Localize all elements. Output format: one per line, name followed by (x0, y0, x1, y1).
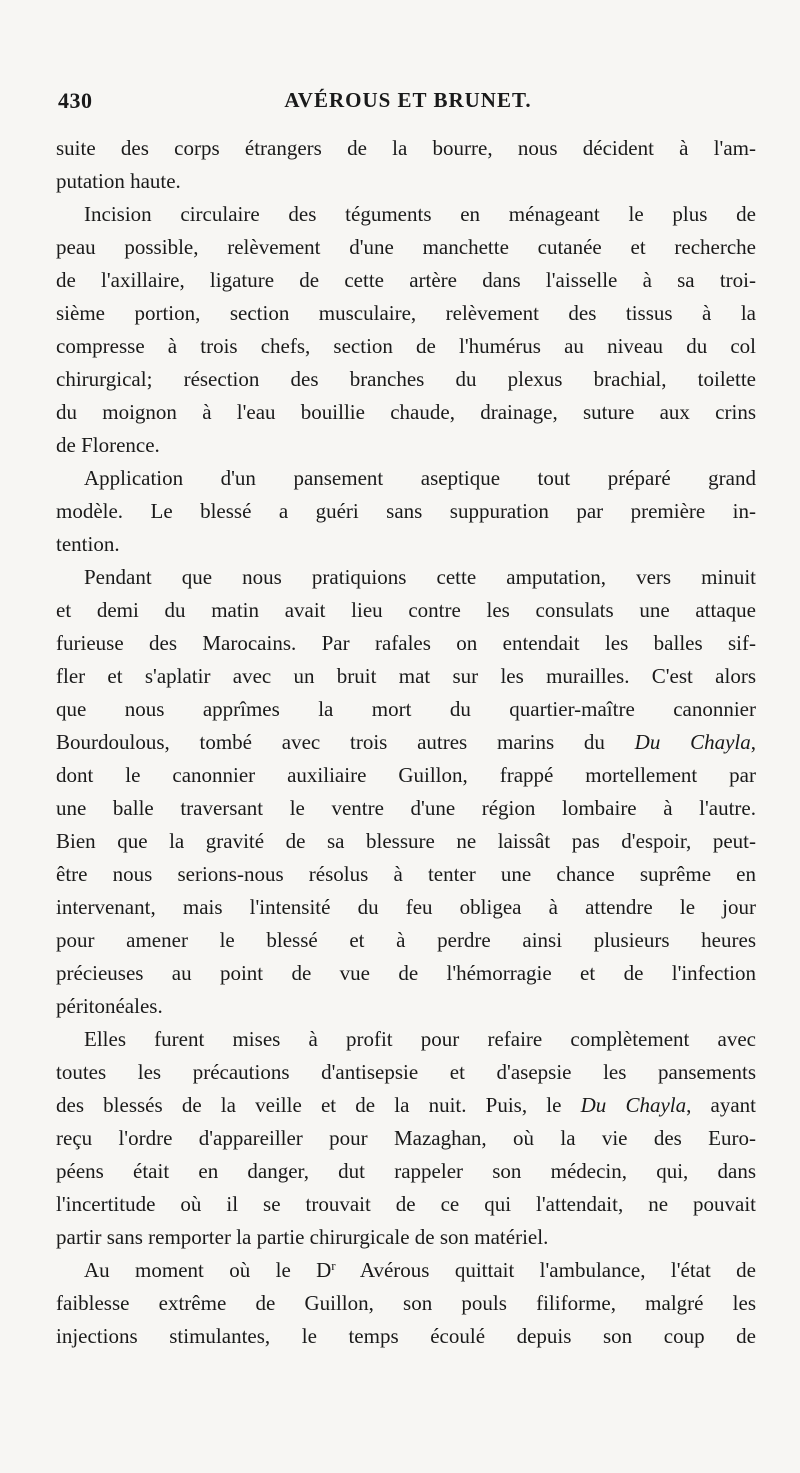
paragraph-3 (56, 462, 756, 561)
text-line: sième portion, section musculaire, relèvement des tissus à la (56, 301, 756, 325)
text-line: peau possible, relèvement d'une manchette cutanée et recherche (56, 235, 756, 259)
text-line: putation haute. (56, 169, 181, 193)
page-number: 430 (58, 88, 93, 113)
text-line: Bien que la gravité de sa blessure ne laissât pas d'espoir, peut- (56, 829, 756, 853)
text-line: et demi du matin avait lieu contre les consulats une attaque (56, 598, 756, 622)
text-segment: des blessés de la veille et de la nuit. Puis, le (56, 1093, 562, 1117)
text-line: suite des corps étrangers de la bourre, nous décident à l'am- (56, 136, 756, 160)
text-line: intervenant, mais l'intensité du feu obligea à attendre le jour (56, 895, 756, 919)
text-line: Incision circulaire des téguments en ménageant le plus de (84, 202, 756, 226)
text-line: faiblesse extrême de Guillon, son pouls filiforme, malgré les (56, 1291, 756, 1315)
text-line: une balle traversant le ventre d'une région lombaire à l'autre. (56, 796, 756, 820)
text-segment: Avérous quittait l'ambulance, l'état de (335, 1258, 756, 1282)
punctuation: , (750, 730, 757, 754)
text-line: du moignon à l'eau bouillie chaude, drainage, suture aux crins (56, 400, 756, 424)
text-line-with-ship (56, 726, 756, 759)
text-line: pour amener le blessé et à perdre ainsi plusieurs heures (56, 928, 756, 952)
text-line: injections stimulantes, le temps écoulé depuis son coup de (56, 1324, 756, 1348)
text-line: furieuse des Marocains. Par rafales on entendait les balles sif- (56, 631, 756, 655)
text-line: partir sans remporter la partie chirurgicale de son matériel. (56, 1225, 549, 1249)
text-line-with-title (56, 1254, 756, 1287)
text-line: de Florence. (56, 433, 160, 457)
ship-name: Du Chayla (634, 730, 751, 754)
text-line: être nous serions-nous résolus à tenter une chance suprême en (56, 862, 756, 886)
text-line: précieuses au point de vue de l'hémorragie et de l'infection (56, 961, 756, 985)
text-line: que nous apprîmes la mort du quartier-maître canonnier (56, 697, 756, 721)
text-line: toutes les précautions d'antisepsie et d'asepsie les pansements (56, 1060, 756, 1084)
running-title: AVÉROUS ET BRUNET. (284, 88, 532, 112)
text-line: fler et s'aplatir avec un bruit mat sur les murailles. C'est alors (56, 664, 756, 688)
paragraph-1 (56, 132, 756, 198)
text-line: tention. (56, 532, 120, 556)
text-line: modèle. Le blessé a guéri sans suppuration par première in- (56, 499, 756, 523)
text-segment: Bourdoulous, tombé avec trois autres marins du (56, 730, 605, 754)
text-line: l'incertitude où il se trouvait de ce qui l'attendait, ne pouvait (56, 1192, 756, 1216)
ship-name: Du Chayla (580, 1093, 687, 1117)
text-line: Pendant que nous pratiquions cette amputation, vers minuit (84, 565, 756, 589)
text-line: péritonéales. (56, 994, 163, 1018)
text-line: Application d'un pansement aseptique tout préparé grand (84, 466, 756, 490)
page-header (58, 88, 758, 120)
text-line: chirurgical; résection des branches du plexus brachial, toilette (56, 367, 756, 391)
text-line: dont le canonnier auxiliaire Guillon, frappé mortellement par (56, 763, 756, 787)
text-segment: Au moment où le D (84, 1258, 332, 1282)
paragraph-6 (56, 1254, 756, 1353)
text-line: de l'axillaire, ligature de cette artère dans l'aisselle à sa troi- (56, 268, 756, 292)
paragraph-2 (56, 198, 756, 462)
text-line: compresse à trois chefs, section de l'humérus au niveau du col (56, 334, 756, 358)
text-line: reçu l'ordre d'appareiller pour Mazaghan, où la vie des Euro- (56, 1126, 756, 1150)
superscript: r (331, 1258, 336, 1273)
text-segment: , ayant (686, 1093, 757, 1117)
body-text (56, 132, 756, 1353)
paragraph-5 (56, 1023, 756, 1254)
paragraph-4 (56, 561, 756, 1023)
text-line: Elles furent mises à profit pour refaire complètement avec (84, 1027, 756, 1051)
text-line-with-ship (56, 1089, 756, 1122)
text-line: péens était en danger, dut rappeler son médecin, qui, dans (56, 1159, 756, 1183)
